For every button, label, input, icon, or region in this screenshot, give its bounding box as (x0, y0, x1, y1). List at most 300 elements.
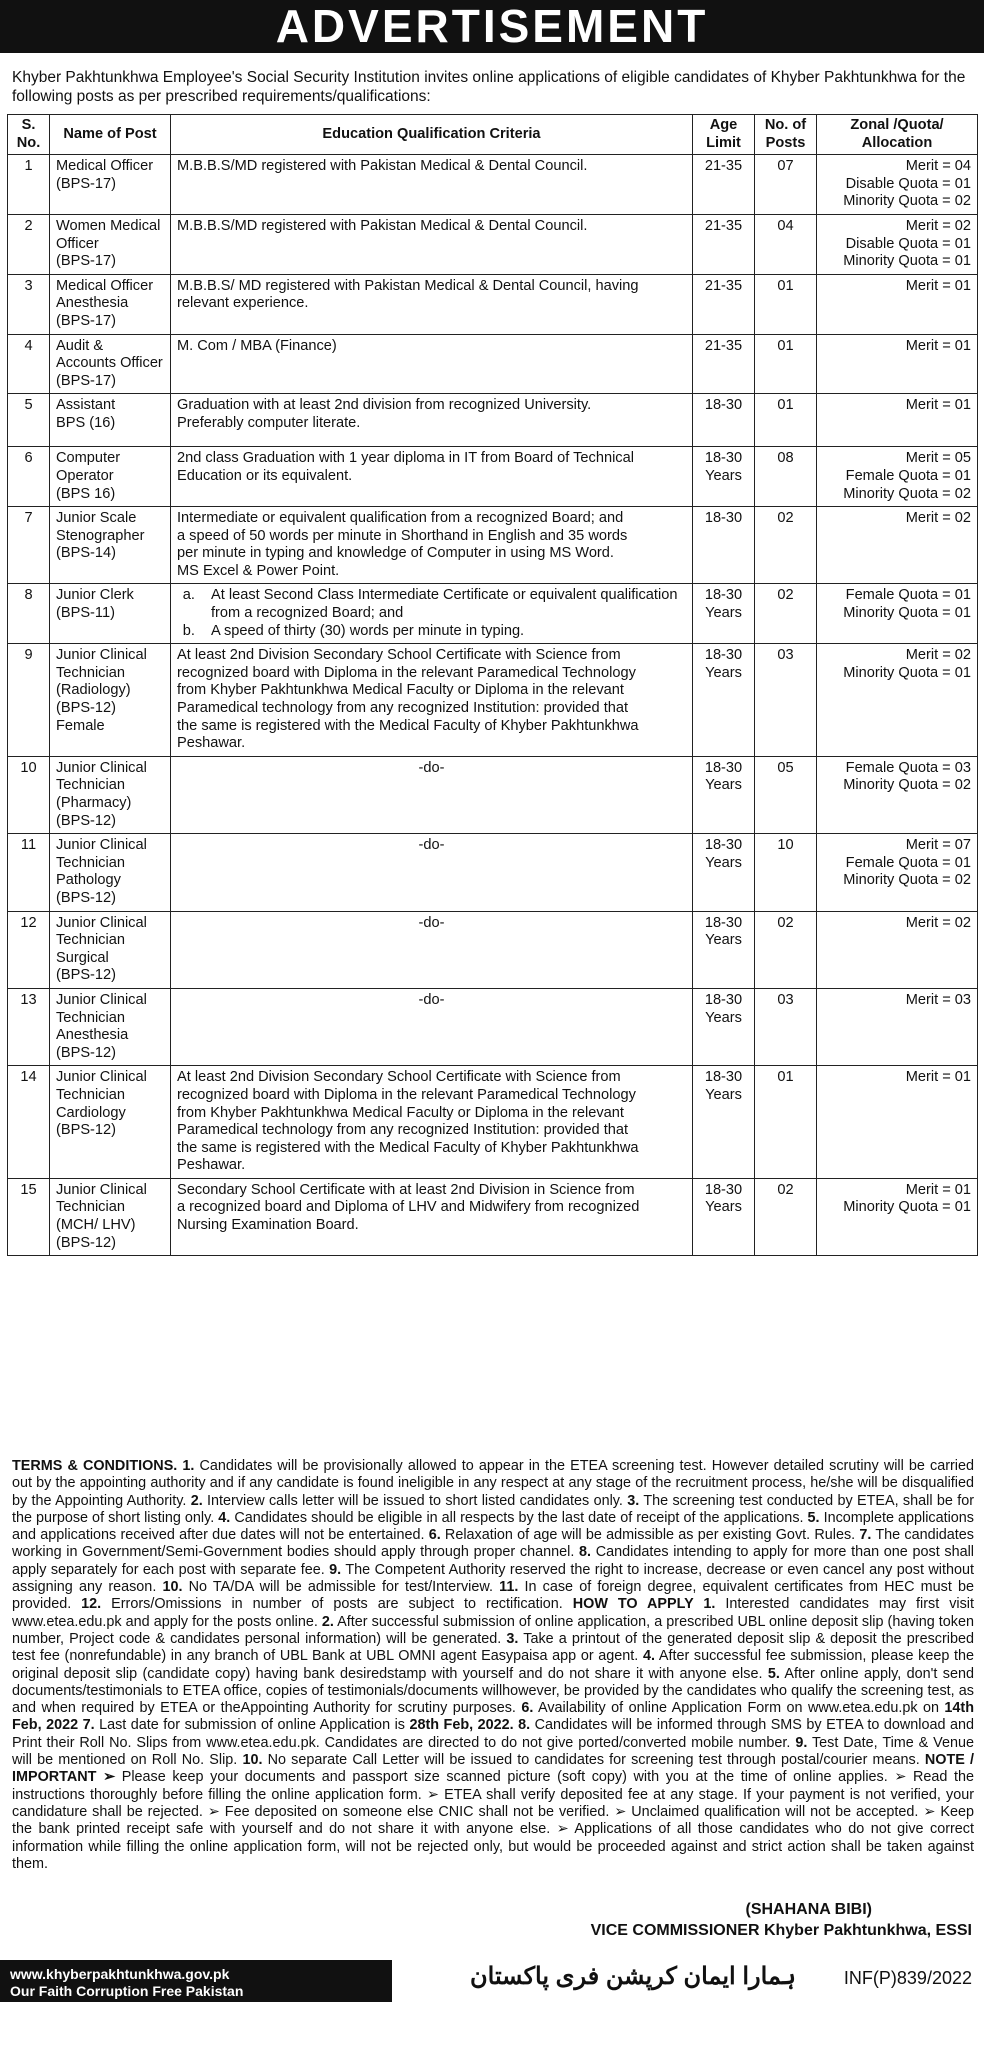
criteria-line: Paramedical technology from any recognized Institution: provided that (177, 700, 629, 717)
age-line: 18-30 (704, 1181, 743, 1198)
terms-text: No TA/DA will be admissible for test/Interview. (182, 1579, 500, 1596)
criteria-line: 2nd class Graduation with 1 year diploma in IT from Board of Technical (177, 450, 634, 467)
row-posts-count: 02 (755, 911, 817, 988)
footer-motto: Our Faith Corruption Free Pakistan (10, 1983, 244, 1999)
criteria-line: M. Com / MBA (Finance) (177, 337, 337, 354)
terms-text: Incomplete applications and applications received after due dates will not be entertained. (12, 1509, 975, 1544)
row-education-criteria (171, 447, 693, 507)
row-education-criteria (171, 911, 693, 988)
post-name-line: Stenographer (56, 527, 145, 544)
table-row (8, 394, 978, 447)
signature-block (591, 1899, 972, 1941)
allocation-line: Minority Quota = 01 (843, 1199, 971, 1216)
row-education-criteria (171, 507, 693, 584)
row-posts-count: 03 (755, 644, 817, 757)
terms-text: Availability of online Application Form on www.etea.edu.pk on (533, 1700, 945, 1717)
criteria-list (177, 587, 686, 640)
post-name-line: (BPS-12) (56, 1122, 117, 1139)
row-education-criteria (171, 394, 693, 447)
row-post-name (50, 507, 171, 584)
criteria-line: M.B.B.S/MD registered with Pakistan Medical & Dental Council. (177, 158, 588, 175)
table-row (8, 274, 978, 334)
table-row (8, 756, 978, 833)
age-line: Years (705, 854, 742, 871)
row-age-limit (693, 394, 755, 447)
row-education-criteria (171, 834, 693, 911)
row-allocation (817, 911, 978, 988)
terms-heading: 5. (767, 1665, 780, 1682)
age-line: Years (705, 777, 742, 794)
row-allocation (817, 334, 978, 394)
criteria-line: M.B.B.S/ MD registered with Pakistan Medical & Dental Council, having (177, 277, 639, 294)
row-education-criteria (171, 1178, 693, 1255)
row-serial-number: 3 (8, 274, 50, 334)
ditto-mark: -do- (418, 914, 445, 931)
terms-text: Errors/Omissions in number of posts are subject to rectification. (101, 1596, 573, 1613)
allocation-line: Merit = 05 (905, 450, 971, 467)
terms-text: The screening test conducted by ETEA, shall be for the purpose of short listing only. (12, 1492, 974, 1526)
allocation-line: Minority Quota = 01 (843, 664, 971, 681)
allocation-line: Minority Quota = 02 (843, 872, 971, 889)
row-post-name (50, 1066, 171, 1179)
post-name-line: (BPS-12) (56, 967, 117, 984)
header-posts-count: No. of Posts (755, 115, 817, 155)
terms-and-conditions (12, 1458, 974, 1873)
row-allocation (817, 274, 978, 334)
age-line: 18-30 (704, 1069, 743, 1086)
terms-text: Candidates will be informed through SMS by ETEA to download and Print their Roll No. Slips from www.etea.edu.pk. Candidates are directed to do not give ported/converted mobile number. (12, 1717, 974, 1751)
terms-text: After online apply, don't send documents/testimonials to ETEA office, copies of testimonials/documents willhowever, be provided by the candidates who qualify the screening test, as and when required by ETEA or theAppointing Authority for scrutiny purposes. (12, 1665, 974, 1717)
row-post-name (50, 1178, 171, 1255)
row-serial-number: 7 (8, 507, 50, 584)
row-education-criteria (171, 756, 693, 833)
age-line: 21-35 (704, 217, 743, 234)
row-allocation (817, 584, 978, 644)
terms-text: Please keep your documents and passport size scanned picture (soft copy) with you at the time of online applies. ➢ Read the instructions thoroughly before filling the online application form. ➢ ETEA shall verify deposited fee at any stage. If your payment is not verified, your candidature shall be rejected. ➢ Fee deposited on someone else CNIC shall not be verified. ➢ Unclaimed qualification will not be accepted. ➢ Keep the bank printed receipt safe with yourself and do not share it with anyone else. ➢ Applications of all those candidates who do not give correct information while filling the online application form, will not be rejected only, but would be proceeded against and strict action shall be taken against them. (12, 1769, 975, 1872)
terms-heading: 10. (242, 1752, 263, 1769)
row-allocation (817, 394, 978, 447)
post-name-line: (BPS-12) (56, 1234, 117, 1251)
row-allocation (817, 1178, 978, 1255)
post-name-line: Junior Clinical (56, 914, 147, 931)
ditto-mark: -do- (418, 759, 445, 776)
allocation-line: Merit = 01 (905, 1069, 971, 1086)
table-row (8, 1178, 978, 1255)
table-row (8, 644, 978, 757)
row-age-limit (693, 911, 755, 988)
post-name-line: Computer (56, 450, 121, 467)
row-posts-count: 02 (755, 507, 817, 584)
terms-text: In case of foreign degree, equivalent certificates from HEC must be provided. (12, 1579, 974, 1613)
age-line: Years (705, 605, 742, 622)
criteria-line: a speed of 50 words per minute in Shorthand in English and 35 words (177, 527, 628, 544)
row-serial-number: 15 (8, 1178, 50, 1255)
post-name-line: (BPS-11) (56, 605, 115, 622)
row-age-limit (693, 644, 755, 757)
row-allocation (817, 644, 978, 757)
age-line: Years (705, 932, 742, 949)
row-serial-number: 13 (8, 988, 50, 1065)
criteria-line: Peshawar. (177, 735, 246, 752)
row-posts-count: 05 (755, 756, 817, 833)
post-name-line: Surgical (56, 949, 109, 966)
footer-website: www.khyberpakhtunkhwa.gov.pk (10, 1966, 230, 1982)
post-name-line: Junior Clinical (56, 759, 147, 776)
footer-urdu-motto: ہمارا ایمان کرپشن فری پاکستان (470, 1963, 796, 1990)
row-age-limit (693, 1066, 755, 1179)
posts-table (7, 114, 978, 1256)
row-post-name (50, 274, 171, 334)
terms-heading: 9. (795, 1734, 808, 1751)
row-education-criteria (171, 274, 693, 334)
criteria-line: Intermediate or equivalent qualification from a recognized Board; and (177, 510, 624, 527)
age-line: 21-35 (704, 158, 743, 175)
table-row (8, 834, 978, 911)
criteria-line: recognized board with Diploma in the relevant Paramedical Technology (177, 1086, 636, 1103)
row-serial-number: 10 (8, 756, 50, 833)
terms-heading: 4. (642, 1648, 655, 1665)
row-allocation (817, 155, 978, 215)
post-name-line: (BPS-17) (56, 175, 117, 192)
criteria-list-item: a. At least Second Class Intermediate Certificate or equivalent qualification from a recognized Board; and (199, 587, 686, 622)
terms-text: Candidates should be eligible in all respects by the last date of receipt of the applications. (230, 1509, 808, 1526)
post-name-line: Medical Officer (56, 158, 154, 175)
post-name-line: Technician (56, 1086, 125, 1103)
row-education-criteria (171, 214, 693, 274)
post-name-line: Technician (56, 932, 125, 949)
age-line: 18-30 (704, 914, 743, 931)
post-name-line: Women Medical (56, 217, 161, 234)
terms-heading: 2. (190, 1492, 203, 1509)
criteria-list-item: b. A speed of thirty (30) words per minute in typing. (199, 623, 686, 641)
criteria-line: from Khyber Pakhtunkhwa Medical Faculty or Diploma in the relevant (177, 682, 624, 699)
criteria-line: MS Excel & Power Point. (177, 562, 340, 579)
header-age: Age Limit (693, 115, 755, 155)
allocation-line: Minority Quota = 02 (843, 777, 971, 794)
post-name-line: Audit & (56, 337, 104, 354)
age-line: 21-35 (704, 277, 743, 294)
post-name-line: Junior Scale (56, 510, 137, 527)
post-name-line: Assistant (56, 397, 116, 414)
terms-text: The Competent Authority reserved the right to increase, decrease or even cancel any post without assigning any reason. (12, 1561, 974, 1596)
terms-heading: 9. (329, 1561, 342, 1578)
terms-heading: 3. (506, 1630, 519, 1647)
row-post-name (50, 584, 171, 644)
row-education-criteria (171, 334, 693, 394)
criteria-line: Peshawar. (177, 1157, 246, 1174)
row-posts-count: 02 (755, 1178, 817, 1255)
criteria-line: recognized board with Diploma in the relevant Paramedical Technology (177, 664, 636, 681)
table-row (8, 214, 978, 274)
terms-heading: 7. (859, 1527, 872, 1544)
criteria-line: Paramedical technology from any recognized Institution: provided that (177, 1122, 629, 1139)
terms-heading: 28th Feb, 2022. 8. (409, 1717, 531, 1734)
criteria-line: Nursing Examination Board. (177, 1217, 359, 1234)
allocation-line: Merit = 02 (905, 647, 971, 664)
row-allocation (817, 1066, 978, 1179)
row-post-name (50, 644, 171, 757)
row-age-limit (693, 988, 755, 1065)
age-line: Years (705, 1009, 742, 1026)
terms-heading: 6. (428, 1527, 441, 1544)
row-education-criteria (171, 1066, 693, 1179)
age-line: Years (705, 1086, 742, 1103)
row-age-limit (693, 507, 755, 584)
criteria-line: per minute in typing and knowledge of Computer in using MS Word. (177, 545, 614, 562)
age-line: 18-30 (704, 647, 743, 664)
row-posts-count: 02 (755, 584, 817, 644)
row-serial-number: 11 (8, 834, 50, 911)
post-name-line: (BPS-14) (56, 545, 117, 562)
terms-heading: 14th Feb, 2022 7. (12, 1700, 975, 1734)
allocation-line: Merit = 01 (905, 397, 971, 414)
terms-text: Interview calls letter will be issued to short listed candidates only. (202, 1492, 628, 1509)
row-post-name (50, 988, 171, 1065)
terms-text: No separate Call Letter will be issued to candidates for screening test through postal/courier means. (262, 1752, 925, 1769)
post-name-line: Accounts Officer (56, 355, 163, 372)
advertisement-banner (0, 0, 984, 53)
terms-text: After successful submission of online application, a prescribed UBL online deposit slip (having token number, Project code & candidates personal information) will be generated. (12, 1613, 974, 1647)
header-education: Education Qualification Criteria (171, 115, 693, 155)
criteria-line: At least 2nd Division Secondary School Certificate with Science from (177, 1069, 621, 1086)
row-posts-count: 01 (755, 1066, 817, 1179)
allocation-line: Minority Quota = 01 (843, 253, 971, 270)
post-name-line: Anesthesia (56, 295, 129, 312)
signatory-designation: VICE COMMISSIONER Khyber Pakhtunkhwa, ESSI (590, 1922, 972, 1939)
row-age-limit (693, 274, 755, 334)
allocation-line: Minority Quota = 02 (843, 193, 971, 210)
post-name-line: Operator (56, 467, 114, 484)
post-name-line: Cardiology (56, 1104, 126, 1121)
terms-heading: 6. (521, 1700, 534, 1717)
criteria-line: the same is registered with the Medical Faculty of Khyber Pakhtunkhwa (177, 717, 639, 734)
terms-text: Interested candidates may first visit www.etea.edu.pk and apply for the posts online. (12, 1596, 974, 1630)
post-name-line: Anesthesia (56, 1027, 129, 1044)
row-posts-count: 04 (755, 214, 817, 274)
allocation-line: Disable Quota = 01 (845, 235, 971, 252)
terms-heading: 5. (807, 1509, 820, 1526)
post-name-line: Female (56, 717, 105, 734)
row-post-name (50, 394, 171, 447)
allocation-line: Merit = 02 (905, 510, 971, 527)
allocation-line: Female Quota = 01 (845, 467, 971, 484)
age-line: 18-30 (704, 397, 743, 414)
post-name-line: Officer (56, 235, 99, 252)
post-name-line: (Radiology) (56, 682, 131, 699)
ditto-mark: -do- (418, 837, 445, 854)
age-line: Years (705, 1199, 742, 1216)
criteria-line: Graduation with at least 2nd division from recognized University. (177, 397, 592, 414)
terms-text: Candidates will be provisionally allowed to appear in the ETEA screening test. However detailed scrutiny will be carried out by the appointing authority and if any candidate is found ineligible in any respect at any stage of the recruitment process, he/she will be disqualified by the Appointing Authority. (12, 1458, 974, 1509)
allocation-line: Disable Quota = 01 (845, 175, 971, 192)
post-name-line: (BPS-12) (56, 812, 117, 829)
age-line: 18-30 (704, 450, 743, 467)
row-serial-number: 8 (8, 584, 50, 644)
table-row (8, 584, 978, 644)
allocation-line: Female Quota = 03 (845, 759, 971, 776)
header-sno: S. No. (8, 115, 50, 155)
criteria-line: the same is registered with the Medical Faculty of Khyber Pakhtunkhwa (177, 1139, 639, 1156)
post-name-line: Technician (56, 1199, 125, 1216)
age-line: 18-30 (704, 510, 743, 527)
table-row (8, 447, 978, 507)
row-age-limit (693, 834, 755, 911)
row-serial-number: 12 (8, 911, 50, 988)
age-line: 18-30 (704, 991, 743, 1008)
allocation-line: Female Quota = 01 (845, 854, 971, 871)
post-name-line: Junior Clinical (56, 647, 147, 664)
terms-heading: 8. (579, 1544, 592, 1561)
terms-text: The candidates working in Government/Semi-Government bodies should apply through proper channel. (12, 1527, 975, 1561)
post-name-line: (BPS-12) (56, 889, 117, 906)
criteria-line: Secondary School Certificate with at least 2nd Division in Science from (177, 1181, 635, 1198)
row-age-limit (693, 214, 755, 274)
row-posts-count: 07 (755, 155, 817, 215)
row-education-criteria (171, 988, 693, 1065)
post-name-line: Junior Clinical (56, 991, 147, 1008)
row-posts-count: 01 (755, 394, 817, 447)
terms-heading: 11. (499, 1579, 519, 1596)
terms-heading: HOW TO APPLY 1. (572, 1596, 716, 1613)
criteria-line: At least 2nd Division Secondary School Certificate with Science from (177, 647, 621, 664)
terms-heading: NOTE / IMPORTANT ➢ (12, 1752, 974, 1786)
row-post-name (50, 834, 171, 911)
ditto-mark: -do- (418, 991, 445, 1008)
row-age-limit (693, 756, 755, 833)
terms-heading: 10. (162, 1579, 183, 1596)
allocation-line: Merit = 01 (905, 337, 971, 354)
row-education-criteria (171, 584, 693, 644)
post-name-line: Junior Clerk (56, 587, 134, 604)
allocation-line: Minority Quota = 02 (843, 485, 971, 502)
row-age-limit (693, 1178, 755, 1255)
terms-text: Take a printout of the generated deposit slip & deposit the prescribed test fee (nonrefundable) in any branch of UBL Bank at UBL OMNI agent Easypaisa app or agent. (12, 1630, 974, 1665)
terms-heading: 4. (218, 1509, 231, 1526)
row-post-name (50, 155, 171, 215)
post-name-line: (BPS-17) (56, 253, 117, 270)
table-row (8, 988, 978, 1065)
post-name-line: Medical Officer (56, 277, 154, 294)
age-line: Years (705, 664, 742, 681)
row-allocation (817, 988, 978, 1065)
table-header-row (8, 115, 978, 155)
table-row (8, 334, 978, 394)
row-allocation (817, 756, 978, 833)
allocation-line: Merit = 03 (905, 991, 971, 1008)
signatory-name: (SHAHANA BIBI) (745, 1901, 872, 1918)
row-serial-number: 2 (8, 214, 50, 274)
row-post-name (50, 756, 171, 833)
age-line: 18-30 (704, 587, 743, 604)
post-name-line: Technician (56, 1009, 125, 1026)
row-age-limit (693, 584, 755, 644)
terms-text: After successful fee submission, please keep the original deposit slip (candidate copy) having bank desiredstamp with yourself and do not share it with anyone else. (12, 1648, 974, 1682)
row-allocation (817, 214, 978, 274)
allocation-line: Merit = 07 (905, 837, 971, 854)
post-name-line: Technician (56, 854, 125, 871)
post-name-line: BPS (16) (56, 414, 116, 431)
table-row (8, 1066, 978, 1179)
criteria-line: Education or its equivalent. (177, 467, 353, 484)
allocation-line: Merit = 01 (905, 1181, 971, 1198)
row-allocation (817, 507, 978, 584)
table-row (8, 507, 978, 584)
footer-reference: INF(P)839/2022 (843, 1968, 972, 1988)
age-line: 18-30 (704, 837, 743, 854)
post-name-line: (BPS-17) (56, 372, 117, 389)
post-name-line: Technician (56, 777, 125, 794)
post-name-line: (BPS-12) (56, 1044, 117, 1061)
allocation-line: Minority Quota = 01 (843, 605, 971, 622)
advertisement-title: ADVERTISEMENT (275, 0, 709, 52)
post-name-line: Junior Clinical (56, 1181, 147, 1198)
row-allocation (817, 834, 978, 911)
table-row (8, 155, 978, 215)
row-post-name (50, 447, 171, 507)
row-serial-number: 14 (8, 1066, 50, 1179)
row-serial-number: 6 (8, 447, 50, 507)
terms-heading: 3. (627, 1492, 640, 1509)
terms-heading: 2. (321, 1613, 334, 1630)
allocation-line: Female Quota = 01 (845, 587, 971, 604)
terms-heading: 12. (81, 1596, 102, 1613)
row-serial-number: 4 (8, 334, 50, 394)
row-age-limit (693, 447, 755, 507)
post-name-line: Junior Clinical (56, 837, 147, 854)
post-name-line: (BPS 16) (56, 485, 116, 502)
row-posts-count: 03 (755, 988, 817, 1065)
row-education-criteria (171, 644, 693, 757)
terms-heading: TERMS & CONDITIONS. 1. (12, 1458, 195, 1474)
allocation-line: Merit = 04 (905, 158, 971, 175)
age-line: 18-30 (704, 759, 743, 776)
row-posts-count: 08 (755, 447, 817, 507)
header-post: Name of Post (50, 115, 171, 155)
row-serial-number: 1 (8, 155, 50, 215)
row-post-name (50, 334, 171, 394)
row-post-name (50, 214, 171, 274)
allocation-line: Merit = 02 (905, 217, 971, 234)
post-name-line: (MCH/ LHV) (56, 1217, 136, 1234)
row-education-criteria (171, 155, 693, 215)
row-age-limit (693, 155, 755, 215)
post-name-line: (Pharmacy) (56, 795, 132, 811)
terms-text: Last date for submission of online Application is (94, 1717, 410, 1734)
row-serial-number: 9 (8, 644, 50, 757)
criteria-line: relevant experience. (177, 295, 309, 312)
row-posts-count: 01 (755, 274, 817, 334)
criteria-line: a recognized board and Diploma of LHV and Midwifery from recognized (177, 1199, 640, 1216)
terms-text: Relaxation of age will be admissible as per existing Govt. Rules. (440, 1527, 860, 1544)
terms-text: Test Date, Time & Venue will be mentioned on Roll No. Slip. (12, 1734, 974, 1769)
post-name-line: (BPS-17) (56, 312, 117, 329)
header-allocation: Zonal /Quota/ Allocation (817, 115, 978, 155)
row-age-limit (693, 334, 755, 394)
age-line: 21-35 (704, 337, 743, 354)
post-name-line: Technician (56, 664, 125, 681)
footer (0, 1960, 984, 2048)
allocation-line: Merit = 01 (905, 277, 971, 294)
row-posts-count: 01 (755, 334, 817, 394)
row-serial-number: 5 (8, 394, 50, 447)
terms-text: Candidates intending to apply for more than one post shall apply separately for each post with separate fee. (12, 1544, 974, 1578)
intro-paragraph: Khyber Pakhtunkhwa Employee's Social Security Institution invites online applications of eligible candidates of Khyber Pakhtunkhwa for the following posts as per prescribed requirements/qualifications: (12, 69, 966, 105)
criteria-line: from Khyber Pakhtunkhwa Medical Faculty or Diploma in the relevant (177, 1104, 624, 1121)
row-posts-count: 10 (755, 834, 817, 911)
row-post-name (50, 911, 171, 988)
footer-box (0, 1960, 392, 2002)
post-name-line: Pathology (56, 872, 121, 889)
